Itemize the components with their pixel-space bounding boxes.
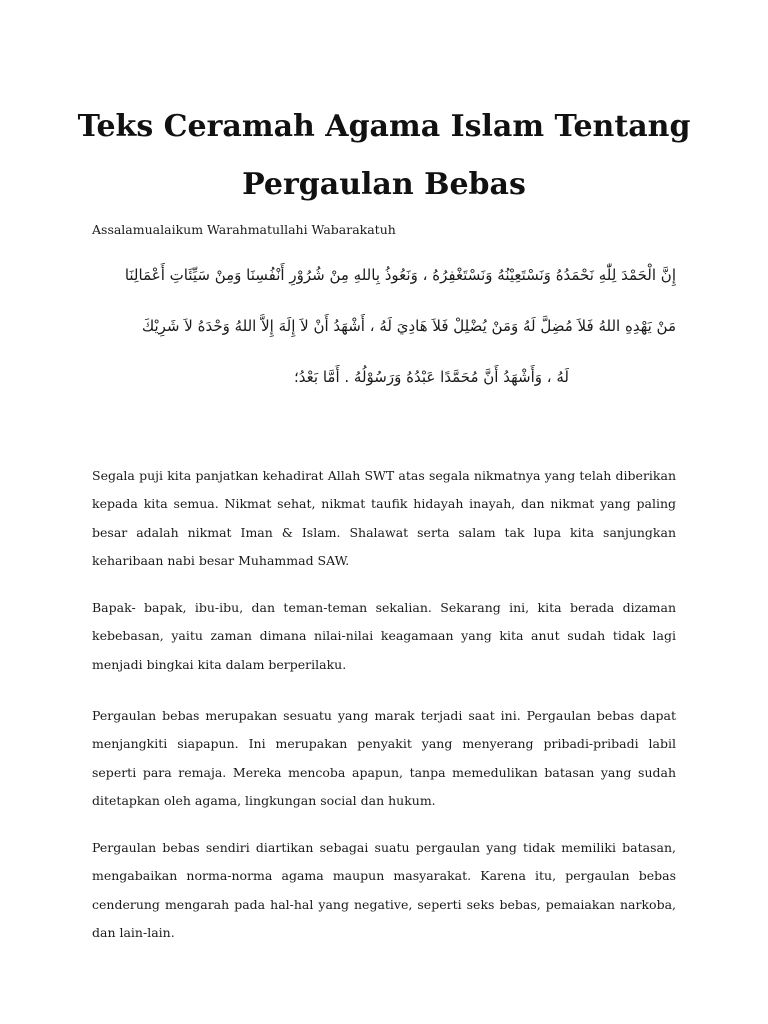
body-paragraph: Bapak- bapak, ibu-ibu, dan teman-teman sekalian. Sekarang ini, kita berada dizaman kebebasan, yaitu zaman dimana nilai-nilai keagamaan yang kita anut sudah tidak lagi menjadi bingkai kita dalam berperilaku. — [92, 600, 676, 672]
greeting-text: Assalamualaikum Warahmatullahi Wabarakatuh — [92, 222, 396, 237]
arabic-opening-line: إِنَّ الْحَمْدَ لِلّٰهِ نَحْمَدُهُ وَنَسْتَعِيْنُهُ وَنَسْتَغْفِرُهُ ، وَنَعُوذُ بِاللهِ مِنْ شُرُوْرِ أَنْفُسِنَا وَمِنْ سَيِّئَاتِ أَعْمَالِنَا — [124, 266, 676, 284]
body-paragraph: Segala puji kita panjatkan kehadirat Allah SWT atas segala nikmatnya yang telah diberikan kepada kita semua. Nikmat sehat, nikmat taufik hidayah inayah, dan nikmat yang paling besar adalah nikmat Iman & Islam. Shalawat serta salam tak lupa kita sanjungkan keharibaan nabi besar Muhammad SAW. — [92, 468, 676, 568]
arabic-opening-line: لَهُ ، وَأَشْهَدُ أَنَّ مُحَمَّدًا عَبْدُهُ وَرَسُوْلُهُ . أَمَّا بَعْدُ؛ — [294, 368, 569, 386]
arabic-opening-line: مَنْ يَهْدِهِ اللهُ فَلاَ مُضِلَّ لَهُ وَمَنْ يُضْلِلْ فَلاَ هَادِيَ لَهُ ، أَشْهَدُ أَنْ لاَ إِلَهَ إِلاَّ اللهُ وَحْدَهُ لاَ شَرِيْكَ — [141, 317, 676, 335]
document-title: Teks Ceramah Agama Islam Tentang Pergaulan Bebas — [77, 109, 691, 202]
body-paragraph: Pergaulan bebas merupakan sesuatu yang marak terjadi saat ini. Pergaulan bebas dapat menjangkiti siapapun. Ini merupakan penyakit yang menyerang pribadi-pribadi labil seperti para remaja. Mereka mencoba apapun, tanpa memedulikan batasan yang sudah ditetapkan oleh agama, lingkungan social dan hukum. — [92, 708, 676, 808]
body-paragraph: Pergaulan bebas sendiri diartikan sebagai suatu pergaulan yang tidak memiliki batasan, mengabaikan norma-norma agama maupun masyarakat. Karena itu, pergaulan bebas cenderung mengarah pada hal-hal yang negative, seperti seks bebas, pemaiakan narkoba, dan lain-lain. — [92, 840, 676, 940]
